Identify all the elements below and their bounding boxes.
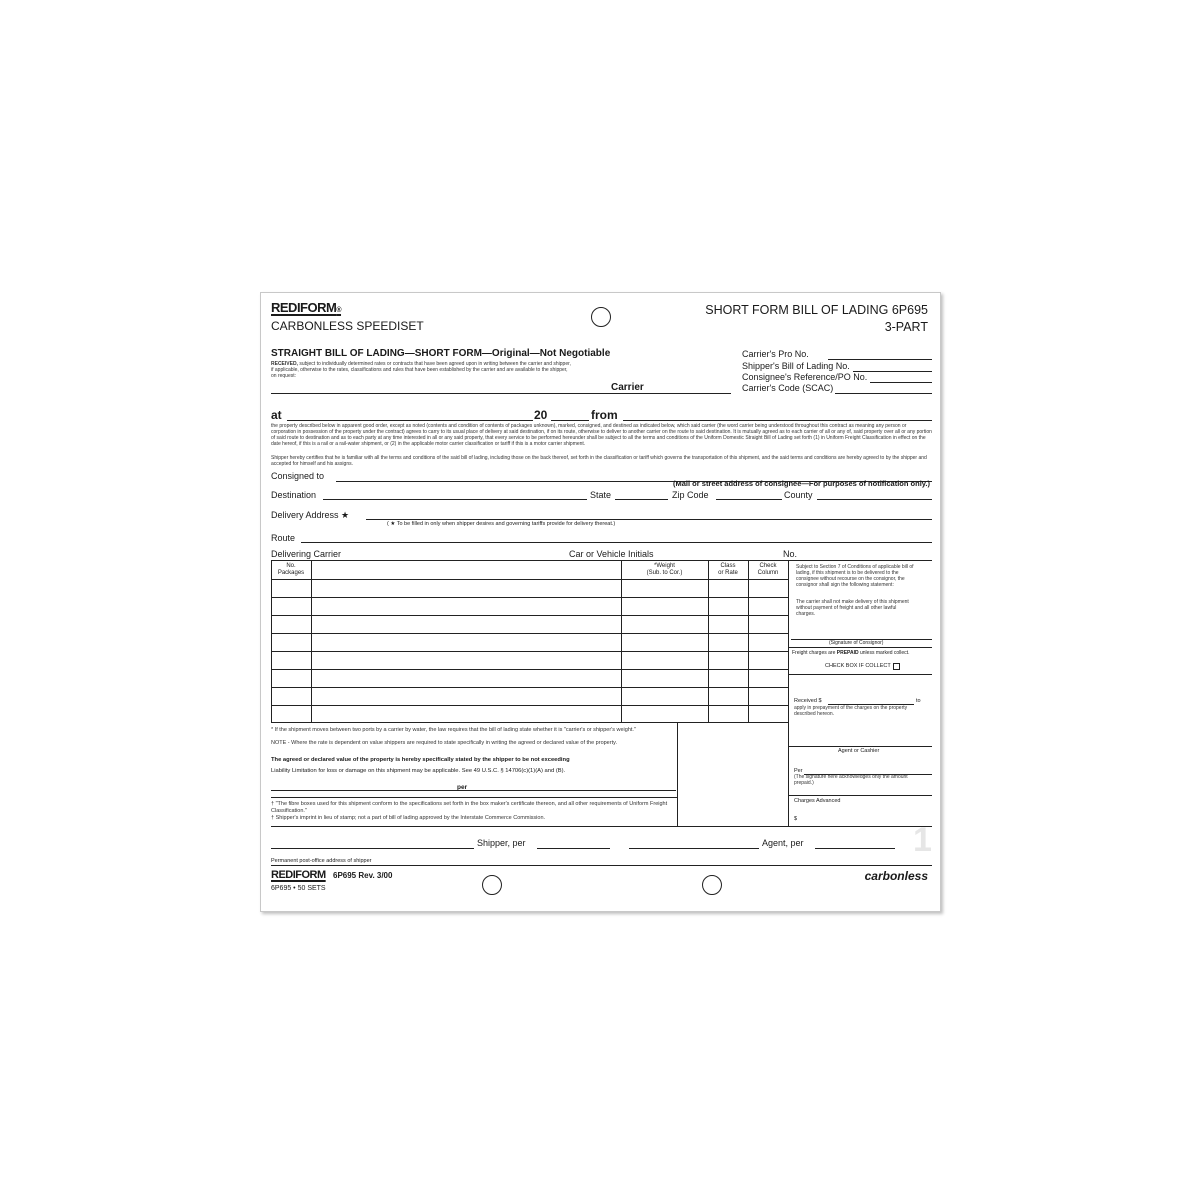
per-label: Per <box>794 768 803 774</box>
footer-revision: 6P695 Rev. 3/00 <box>333 871 393 880</box>
table-divider <box>788 561 789 826</box>
table-divider <box>748 561 749 722</box>
zip-field[interactable] <box>716 499 782 500</box>
agent-per-label: Agent, per <box>762 838 804 848</box>
table-divider <box>708 561 709 722</box>
at-field[interactable] <box>287 420 533 421</box>
notes-box-divider <box>677 722 678 826</box>
per-bold-label: per <box>457 784 468 791</box>
at-label: at <box>271 408 282 422</box>
footer-sets: 6P695 • 50 SETS <box>271 885 326 892</box>
freight-suffix: unless marked collect. <box>860 650 910 656</box>
part-number: 1 <box>913 821 932 859</box>
mail-note: (Mail or street address of consignee—For purposes of notification only.) <box>673 479 930 488</box>
prepayment-text: apply in prepayment of the charges on the property described hereon. <box>794 705 908 717</box>
from-label: from <box>591 408 618 422</box>
delivery-address-text: Delivery Address <box>271 510 339 520</box>
carriers-pro-no-label: Carrier's Pro No. <box>742 349 809 359</box>
table-row[interactable] <box>271 633 788 634</box>
logo-registered-mark: ® <box>336 307 342 314</box>
agent-cashier-label: Agent or Cashier <box>838 748 880 754</box>
received-text: subject to individually determined rates or contracts that have been agreed upon in writing between the carrier and shipper, if applicable, otherwise to the rates, classifications and rules that have been established by the carrier and are available to the shipper, on request: <box>271 361 571 379</box>
main-title: STRAIGHT BILL OF LADING—SHORT FORM—Original—Not Negotiable <box>271 348 611 359</box>
check-box-collect-label: CHECK BOX IF COLLECT <box>825 663 891 669</box>
received-label: RECEIVED, <box>271 361 298 367</box>
col-class-header: Class or Rate <box>718 563 738 576</box>
carbonless-speediset: CARBONLESS SPEEDISET <box>271 319 424 333</box>
section7-text: Subject to Section 7 of Conditions of applicable bill of lading, if this shipment is to be delivered to the consignee without recourse on the consignor, the consignor shall sign the following statement: <box>796 564 914 588</box>
liability-text: Liability Limitation for loss or damage on this shipment may be applicable. See 49 U.S.C. § 14706(c)(1)(A) and (B). <box>271 768 566 774</box>
logo-text: REDIFORM <box>271 300 337 315</box>
to-label: to <box>916 698 921 704</box>
value-note: NOTE - Where the rate is dependent on value shippers are required to state specifically in writing the agreed or declared value of the property. <box>271 740 617 746</box>
notes-divider <box>271 797 677 798</box>
rediform-logo <box>271 300 341 315</box>
county-label: County <box>784 490 813 500</box>
delivery-address-field[interactable] <box>366 519 932 520</box>
table-row[interactable] <box>271 705 788 706</box>
collect-checkbox[interactable] <box>893 663 900 670</box>
year-field[interactable] <box>551 420 589 421</box>
fibre-box-note: † "The fibre boxes used for this shipment conform to the specifications set forth in the box maker's certificate thereon, and all other requirements of Uniform Freight Classification." <box>271 801 668 814</box>
shipper-per-field[interactable] <box>537 848 610 849</box>
signature-consignor-label: (Signature of Consignor) <box>829 640 884 646</box>
agent-cashier-field[interactable] <box>789 746 932 747</box>
state-field[interactable] <box>615 499 668 500</box>
county-field[interactable] <box>817 499 932 500</box>
no-label: No. <box>783 549 798 559</box>
shippers-bol-no-label: Shipper's Bill of Lading No. <box>742 361 850 371</box>
carrier-scac-field[interactable] <box>835 393 932 394</box>
received-dollar-label: Received $ <box>794 698 822 704</box>
permanent-address-field[interactable] <box>271 865 932 866</box>
property-terms: the property described below in apparent good order, except as noted (contents and condition of contents of packages unknown), marked, consigned, and destined as indicated below, which said carrier (the word carrier being understood throughout this contract as meaning any person or corporation in possession of the property under the contract) agrees to carry to its usual place of delivery at said destination, if on its route, otherwise to deliver to another carrier on the route to said destination. It is mutually agreed as to each carrier of all or any of, said property over all or any portion of said route to destination and as to each party at any time interested in all or any said property, that every service to be performed hereunder shall be subject to all the terms and conditions of the Uniform Domestic Straight Bill of Lading set forth (1) in Uniform Freight Classification in effect on the date hereof, if this is a rail or a rail-water shipment, or (2) in the applicable motor carrier classification or tariff if this is a motor carrier shipment. <box>271 423 932 447</box>
carrier-label: Carrier <box>611 382 644 393</box>
carriers-pro-no-field[interactable] <box>828 359 932 360</box>
col-check-header: Check Column <box>757 563 779 576</box>
star-icon: ★ <box>341 510 350 520</box>
form-title: SHORT FORM BILL OF LADING 6P695 <box>705 303 928 317</box>
binding-hole-bottom-right <box>702 875 722 895</box>
zip-label: Zip Code <box>672 490 709 500</box>
received-paragraph <box>271 361 571 379</box>
table-border-left <box>271 561 272 722</box>
panel-divider <box>789 647 932 648</box>
prepaid-label: PREPAID <box>836 650 859 656</box>
delivery-note: ( ★ To be filled in only when shipper desires and governing tariffs provide for delivery thereat.) <box>387 521 616 527</box>
declared-value-text: The agreed or declared value of the property is hereby specifically stated by the shipper to be not exceeding <box>271 757 570 763</box>
panel-divider <box>789 674 932 675</box>
delivery-address-label <box>271 510 349 521</box>
agent-field[interactable] <box>629 848 759 849</box>
binding-hole-top <box>591 307 611 327</box>
vehicle-initials-label: Car or Vehicle Initials <box>569 549 654 559</box>
footer-rediform-logo: REDIFORM <box>271 869 326 881</box>
footer-carbonless: carbonless <box>864 869 928 883</box>
freight-charges-text <box>792 650 909 656</box>
table-divider <box>621 561 622 722</box>
freight-prefix: Freight charges are <box>792 650 836 656</box>
carrier-field[interactable] <box>271 393 731 394</box>
state-label: State <box>590 490 612 500</box>
consignee-ref-label: Consignee's Reference/PO No. <box>742 372 868 382</box>
table-row[interactable] <box>271 615 788 616</box>
consignee-ref-field[interactable] <box>870 382 932 383</box>
notes-bottom-border <box>271 826 932 827</box>
table-row[interactable] <box>271 651 788 652</box>
col-weight-header: *Weight (Sub. to Cor.) <box>646 563 683 576</box>
destination-label: Destination <box>271 490 317 500</box>
declared-value-field[interactable] <box>271 790 676 791</box>
shipper-per-label: Shipper, per <box>477 838 526 848</box>
charges-advanced-label: Charges Advanced <box>794 798 841 804</box>
carrier-scac-label: Carrier's Code (SCAC) <box>742 383 834 393</box>
carrier-not-text: The carrier shall not make delivery of this shipment without payment of freight and all other lawful charges. <box>796 599 909 617</box>
shipper-certifies: Shipper hereby certifies that he is familiar with all the terms and conditions of the said bill of lading, including those on the back thereof, set forth in the classification or tariff which governs the transportation of this shipment, and the said terms and conditions are hereby agreed to by the shipper and accepted for himself and his assigns. <box>271 455 927 467</box>
delivering-carrier-field[interactable] <box>271 560 932 561</box>
permanent-address-label: Permanent post-office address of shipper <box>271 858 372 864</box>
table-row[interactable] <box>271 669 788 670</box>
year-label: 20 <box>534 408 548 422</box>
dollar-sign: $ <box>794 816 798 822</box>
consigned-to-label: Consigned to <box>271 471 325 481</box>
table-divider <box>311 561 312 722</box>
table-row[interactable] <box>271 579 788 580</box>
table-row[interactable] <box>271 687 788 688</box>
table-row[interactable] <box>271 597 788 598</box>
agent-per-field[interactable] <box>815 848 895 849</box>
bill-of-lading-form <box>260 292 941 912</box>
shipper-field[interactable] <box>271 848 474 849</box>
panel-divider <box>789 795 932 796</box>
binding-hole-bottom-left <box>482 875 502 895</box>
imprint-note: † Shipper's imprint in lieu of stamp; not a part of bill of lading approved by the Interstate Commerce Commission. <box>271 815 546 821</box>
water-carrier-note: * If the shipment moves between two ports by a carrier by water, the law requires that the bill of lading state whether it is "carrier's or shipper's weight." <box>271 727 636 733</box>
form-parts: 3-PART <box>884 320 928 334</box>
route-label: Route <box>271 533 296 543</box>
route-field[interactable] <box>301 542 932 543</box>
table-row[interactable] <box>271 722 788 723</box>
from-field[interactable] <box>623 420 932 421</box>
col-packages-header: No. Packages <box>277 563 305 576</box>
delivering-carrier-label: Delivering Carrier <box>271 549 342 559</box>
destination-field[interactable] <box>323 499 587 500</box>
signature-ack-text: (The signature here acknowledges only the amount prepaid.) <box>794 774 908 786</box>
